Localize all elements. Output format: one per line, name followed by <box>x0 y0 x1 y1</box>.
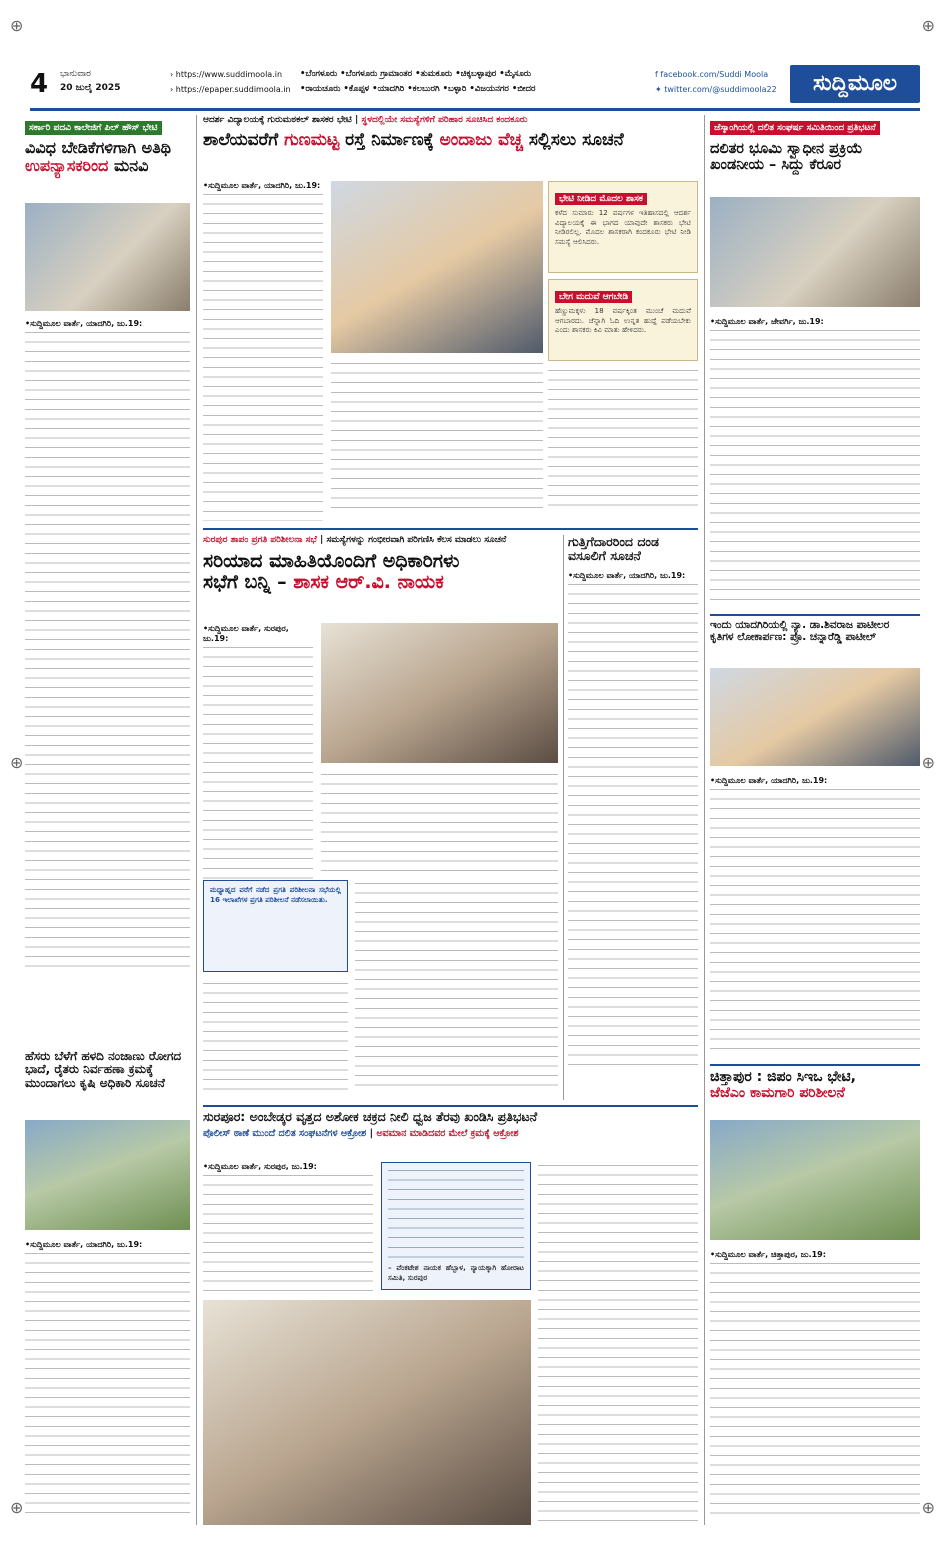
column-divider <box>196 115 197 1525</box>
mid-right-byline: •ಸುದ್ದಿಮೂಲ ವಾರ್ತೆ, ಯಾದಗಿರಿ, ಜು.19: <box>568 571 686 580</box>
mid-center-byline: •ಸುದ್ದಿಮೂಲ ವಾರ್ತೆ, ಸುರಪುರ, ಜು.19: <box>203 624 289 643</box>
right-chittapur-story <box>710 1070 920 1530</box>
right-photo <box>710 197 920 307</box>
facebook-icon: f <box>655 70 658 79</box>
right-story <box>710 115 920 610</box>
right-kicker: ಜೆಸ್ಕಾಂಗಿಯಲ್ಲಿ ದಲಿತ ಸಂಘರ್ಷ ಸಮಿತಿಯಿಂದ ಪ್ರತಿಭಟನೆ <box>710 121 880 135</box>
bottom-subhead: ಪೊಲೀಸ್ ಠಾಣೆ ಮುಂದೆ ದಲಿತ ಸಂಘಟನೆಗಳ ಆಕ್ರೋಶ | ಅವಮಾನ ಮಾಡಿದವರ ಮೇಲೆ ಕ್ರಮಕ್ಕೆ ಆಕ್ರೋಶ <box>203 1128 519 1139</box>
left-photo <box>25 203 190 311</box>
registration-mark: ⊕ <box>10 16 24 35</box>
left-lower-body-text <box>25 1250 190 1520</box>
facebook-link[interactable]: f facebook.com/Suddi Moola <box>655 70 769 79</box>
day: ಭಾನುವಾರ <box>60 69 91 79</box>
top-center-body-col1 <box>203 191 323 521</box>
right-event-photo <box>710 668 920 766</box>
website-link[interactable]: › https://www.suddimoola.in <box>170 70 283 79</box>
registration-mark: ⊕ <box>921 753 935 772</box>
right-byline: •ಸುದ್ದಿಮೂಲ ವಾರ್ತೆ, ಜೇವರ್ಗಿ, ಜು.19: <box>710 317 824 326</box>
section-rule <box>203 528 698 530</box>
registration-mark: ⊕ <box>10 1498 24 1517</box>
bottom-quote-box <box>381 1162 531 1290</box>
section-rule <box>710 1064 920 1066</box>
right-event-body-text <box>710 786 920 1056</box>
bottom-headline: ಸುರಪೂರ: ಅಂಬೇಡ್ಕರ ವೃತ್ತದ ಅಶೋಕ ಚಕ್ರದ ನೀಲಿ ಧ್ವಜ ತೆರವು ಖಂಡಿಸಿ ಪ್ರತಿಭಟನೆ <box>203 1110 538 1124</box>
left-lower-byline: •ಸುದ್ದಿಮೂಲ ವಾರ್ತೆ, ಯಾದಗಿರಿ, ಜು.19: <box>25 1240 143 1249</box>
left-body-text <box>25 329 190 969</box>
header-cities <box>300 67 650 97</box>
column-divider <box>563 535 564 1100</box>
bottom-body-col3 <box>538 1162 698 1522</box>
right-headline: ದಲಿತರ ಭೂಮಿ ಸ್ವಾಧೀನ ಪ್ರಕ್ರಿಯೆ ಖಂಡನೀಯ – ಸಿದ್ದು ಕೆರೂರ <box>710 141 863 174</box>
box-1-text: ಕಳೆದ ಸುಮಾರು 12 ವರ್ಷಗಳ ಇತಿಹಾಸದಲ್ಲಿ ಆದರ್ಶ ವಿದ್ಯಾಲಯಕ್ಕೆ ಈ ಭಾಗದ ಯಾವುದೇ ಶಾಸಕರು ಭೇಟಿ ನೀಡಿರಲಿಲ್ಲ. ಮೊದಲ ಶಾಸಕರಾಗಿ ಕಂದಕೂರು ಭೇಟಿ ನೀಡಿ ಸಮಸ್ಯೆ ಆಲಿಸಿದರು. <box>555 208 691 246</box>
bottom-photo <box>203 1300 531 1525</box>
left-headline-line1: ವಿವಿಧ ಬೇಡಿಕೆಗಳಿಗಾಗಿ ಅತಿಥಿ <box>25 138 172 157</box>
mid-center-kicker: ಸುರಪುರ ತಾಪಂ ಪ್ರಗತಿ ಪರಿಶೀಲನಾ ಸಭೆ | ಸಮಸ್ಯೆಗಳನ್ನು ಗಂಭೀರವಾಗಿ ಪರಿಗಣಿಸಿ ಕೆಲಸ ಮಾಡಲು ಸೂಚನೆ <box>203 535 507 545</box>
bottom-story <box>203 1110 698 1530</box>
right-event-byline: •ಸುದ್ದಿಮೂಲ ವಾರ್ತೆ, ಯಾದಗಿರಿ, ಜು.19: <box>710 776 828 785</box>
left-headline-line2: ಉಪನ್ಯಾಸಕರಿಂದ <box>25 155 109 175</box>
top-center-box-2 <box>548 279 698 361</box>
right-chittapur-byline: •ಸುದ್ದಿಮೂಲ ವಾರ್ತೆ, ಚಿತ್ತಾಪುರ, ಜು.19: <box>710 1250 826 1259</box>
left-headline-line3: ಮನವಿ <box>113 155 149 175</box>
registration-mark: ⊕ <box>921 1498 935 1517</box>
page-header <box>30 65 920 107</box>
top-center-body-col3 <box>548 367 698 510</box>
header-rule <box>30 108 920 111</box>
top-center-headline: ಶಾಲೆಯವರೆಗೆ ಗುಣಮಟ್ಟ ರಸ್ತೆ ನಿರ್ಮಾಣಕ್ಕೆ ಅಂದಾಜು ವೆಚ್ಚ ಸಲ್ಲಿಸಲು ಸೂಚನೆ <box>203 130 624 150</box>
left-byline: •ಸುದ್ದಿಮೂಲ ವಾರ್ತೆ, ಯಾದಗಿರಿ, ಜು.19: <box>25 319 143 328</box>
column-divider <box>704 115 705 1525</box>
top-center-photo <box>331 181 543 353</box>
mid-right-body-text <box>568 581 698 1071</box>
header-date <box>60 67 120 95</box>
mid-center-photo <box>321 623 558 763</box>
mid-center-quote-box: ಮಧ್ಯಾಹ್ನದ ವರೆಗೆ ನಡೆದ ಪ್ರಗತಿ ಪರಿಶೀಲನಾ ಸಭೆಯಲ್ಲಿ 16 ಇಲಾಖೆಗಳ ಪ್ರಗತಿ ಪರಿಶೀಲನೆ ನಡೆಸಲಾಯಿತು. <box>203 880 348 972</box>
date: 20 ಜುಲೈ 2025 <box>60 83 121 93</box>
left-lower-photo <box>25 1120 190 1230</box>
mid-center-headline: ಸರಿಯಾದ ಮಾಹಿತಿಯೊಂದಿಗೆ ಅಧಿಕಾರಿಗಳು ಸಭೆಗೆ ಬನ್ನಿ – ಶಾಸಕ ಆರ್.ವಿ. ನಾಯಕ <box>203 550 460 594</box>
top-center-body-col2 <box>331 360 543 510</box>
right-event-headline: ಇಂದು ಯಾದಗಿರಿಯಲ್ಲಿ ನ್ಯಾ. ಡಾ.ಶಿವರಾಜ ಪಾಟೀಲರ ಕೃತಿಗಳ ಲೋಕಾರ್ಪಣ: ಪ್ರೊ. ಚನ್ನಾರೆಡ್ಡಿ ಪಾಟೀಲ್ <box>710 620 890 643</box>
left-lower-story <box>25 1050 190 1530</box>
twitter-link[interactable]: ✦ twitter.com/@suddimoola22 <box>655 85 777 94</box>
section-rule <box>710 614 920 616</box>
bottom-body-col1 <box>203 1172 373 1297</box>
mid-right-headline: ಗುತ್ತಿಗೆದಾರರಿಂದ ದಂಡ ವಸೂಲಿಗೆ ಸೂಚನೆ <box>568 535 659 563</box>
top-center-box-1 <box>548 181 698 273</box>
section-rule <box>203 1105 698 1107</box>
top-center-story <box>203 115 698 525</box>
right-event-story <box>710 620 920 1060</box>
box-2-text: ಹೆಣ್ಣುಮಕ್ಕಳು 18 ವರ್ಷಕ್ಕಿಂತ ಮುಂಚೆ ಮದುವೆ ಆಗಬಾರದು. ಚೆನ್ನಾಗಿ ಓದಿ ಉನ್ನತ ಹುದ್ದೆ ಪಡೆಯಬೇಕು ಎಂದು ಶಾಸಕರು ಕಿವಿ ಮಾತು ಹೇಳಿದರು. <box>555 306 691 335</box>
left-kicker: ಸರ್ಕಾರಿ ಪದವಿ ಕಾಲೇಜಿಗೆ ಪಿಲ್ ಹೌಸ್ ಭೇಟಿ <box>25 121 162 135</box>
box-1-title: ಭೇಟಿ ನೀಡಿದ ಮೊದಲ ಶಾಸಕ <box>555 193 647 205</box>
mid-center-body-col1 <box>203 644 313 894</box>
mid-right-story <box>568 535 698 1100</box>
left-lower-headline: ಹೆಸರು ಬೆಳೆಗೆ ಹಳದಿ ನಂಜಾಣು ರೋಗದ ಭಾದೆ, ರೈತರು ನಿರ್ವಹಣಾ ಕ್ರಮಕ್ಕೆ ಮುಂದಾಗಲು ಕೃಷಿ ಅಧಿಕಾರಿ ಸೂಚನೆ <box>25 1050 182 1090</box>
mid-center-body-col2 <box>321 771 558 871</box>
right-chittapur-photo <box>710 1120 920 1240</box>
right-chittapur-headline: ಚಿತ್ತಾಪುರ : ಜಿಪಂ ಸಿಇಒ ಭೇಟಿ, ಜೆಜೆಎಂ ಕಾಮಗಾರಿ ಪರಿಶೀಲನೆ <box>710 1070 856 1101</box>
top-center-kicker: ಆದರ್ಶ ವಿದ್ಯಾಲಯಕ್ಕೆ ಗುರುಮಠಕಲ್ ಶಾಸಕರ ಭೇಟಿ | ಸ್ಥಳದಲ್ಲಿಯೇ ಸಮಸ್ಯೆಗಳಿಗೆ ಪರಿಹಾರ ಸೂಚಿಸಿದ ಕಂದಕೂರು <box>203 115 528 125</box>
bottom-byline: •ಸುದ್ದಿಮೂಲ ವಾರ್ತೆ, ಸುರಪುರ, ಜು.19: <box>203 1162 317 1171</box>
page-number: 4 <box>30 69 49 99</box>
top-center-byline: •ಸುದ್ದಿಮೂಲ ವಾರ್ತೆ, ಯಾದಗಿರಿ, ಜು.19: <box>203 181 321 190</box>
masthead-logo: ಸುದ್ದಿಮೂಲ <box>790 65 920 103</box>
mid-center-body-col4 <box>355 880 558 1090</box>
mid-center-body-col3 <box>203 980 348 1090</box>
twitter-icon: ✦ <box>655 85 662 94</box>
cities-line-2: •ರಾಯಚೂರು •ಕೊಪ್ಪಳ •ಯಾದಗಿರಿ •ಕಲಬುರಗಿ •ಬಳ್ಳಾರಿ •ವಿಜಯನಗರ •ಬೀದರ <box>300 84 536 94</box>
cities-line-1: •ಬೆಂಗಳೂರು •ಬೆಂಗಳೂರು ಗ್ರಾಮಾಂತರ •ತುಮಕೂರು •ಚಿಕ್ಕಬಳ್ಳಾಪುರ •ಮೈಸೂರು <box>300 69 532 79</box>
header-urls <box>170 67 291 97</box>
epaper-link[interactable]: › https://epaper.suddimoola.in <box>170 85 291 94</box>
left-story <box>25 115 190 1045</box>
left-headline <box>25 139 190 175</box>
right-chittapur-body-text <box>710 1260 920 1515</box>
box-2-title: ಬೇಗ ಮದುವೆ ಆಗಬೇಡಿ <box>555 291 632 303</box>
bottom-signoff: – ವೆಂಕಟೇಶ ನಾಯಕ ಹೆಬ್ಬಾಳ, ನ್ಯಾಯಕ್ಕಾಗಿ ಹೋರಾಟ ಸಮಿತಿ, ಸುರಪುರ <box>388 1263 524 1282</box>
registration-mark: ⊕ <box>921 16 935 35</box>
right-body-text <box>710 327 920 607</box>
mid-center-story <box>203 535 558 1100</box>
header-social <box>655 67 777 97</box>
registration-mark: ⊕ <box>10 753 24 772</box>
